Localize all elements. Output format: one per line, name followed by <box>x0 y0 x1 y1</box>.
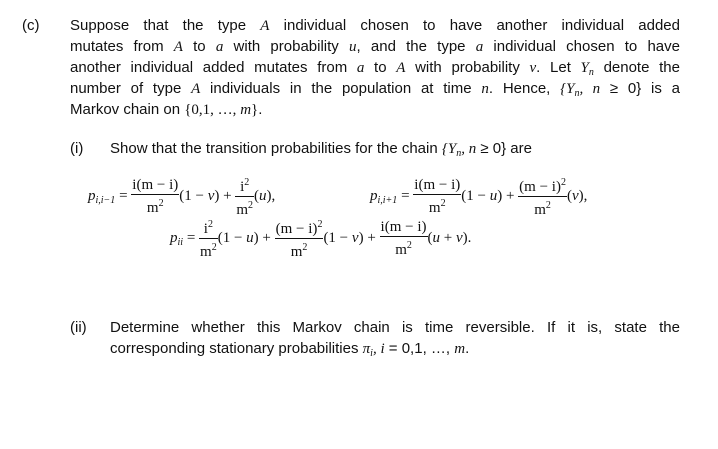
equation-p-up: $p_{i,i+1}$ = $\frac{i(m - i)}{m^2}$ (1 − u) + $\frac{(m - i)^2}{m^2}$ (v), <box>370 174 587 219</box>
part-ii-line-1: Determine whether this Markov chain is time reversible. If it is, state the <box>110 319 680 336</box>
equation-p-down: $p_{i,i-1}$ = $\frac{i(m - i)}{m^2}$ (1 − v) + $\frac{i^2}{m^2}$ (u), <box>88 174 275 219</box>
part-c-line-4: number of type A individuals in the population at time n. Hence, {$Y_n$, n ≥ 0} is a <box>70 80 680 99</box>
fraction: $\frac{i^2}{m^2}$ <box>199 216 218 261</box>
part-i-label: (i) <box>70 140 84 157</box>
part-c-line-5: Markov chain on {0,1, …, m}. <box>70 101 263 118</box>
part-ii-line-2: corresponding stationary probabilities $\pi_i$, i = 0,1, …, m. <box>110 340 470 359</box>
part-c-label: (c) <box>22 17 40 34</box>
part-ii-label: (ii) <box>70 319 87 336</box>
fraction: $\frac{i(m - i)}{m^2}$ <box>132 176 179 216</box>
fraction: $\frac{i(m - i)}{m^2}$ <box>414 176 461 216</box>
part-c-line-1: Suppose that the type A individual chosen to have another individual added <box>70 17 680 34</box>
part-c-line-2: mutates from A to a with probability u, and the type a individual chosen to have <box>70 38 680 55</box>
fraction: $\frac{i(m - i)}{m^2}$ <box>380 218 427 258</box>
part-c-line-3: another individual added mutates from a to A with probability v. Let $Y_n$ denote the <box>70 59 680 78</box>
fraction: $\frac{(m - i)^2}{m^2}$ <box>518 174 567 219</box>
fraction: $\frac{(m - i)^2}{m^2}$ <box>275 216 324 261</box>
part-i-text: Show that the transition probabilities for the chain {$Y_n$, n ≥ 0} are <box>110 140 532 159</box>
equation-p-stay: $p_{ii}$ = $\frac{i^2}{m^2}$ (1 − u) + $\frac{(m - i)^2}{m^2}$ (1 − v) + $\frac{i(m - i)}{m^2}$ (u + v). <box>170 216 471 261</box>
fraction: $\frac{i^2}{m^2}$ <box>235 174 254 219</box>
